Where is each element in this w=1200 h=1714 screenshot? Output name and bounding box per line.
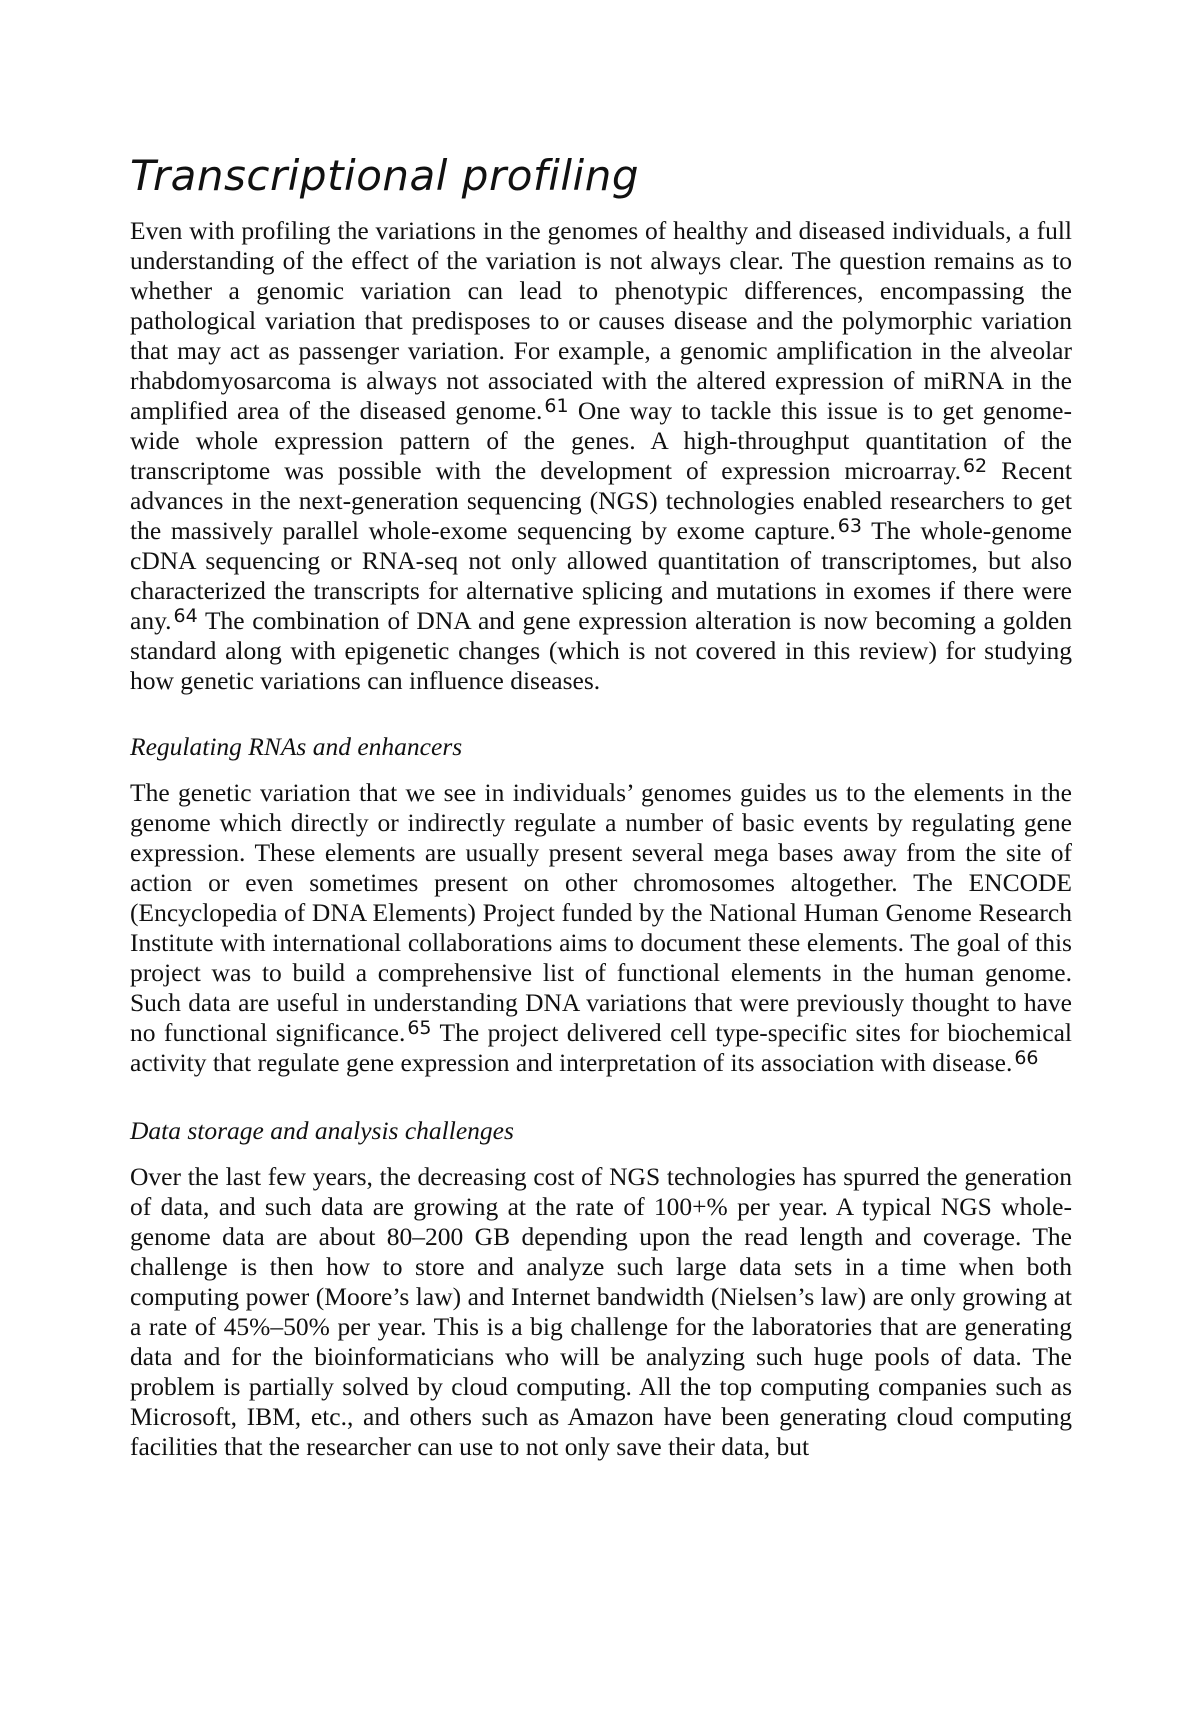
reference-66[interactable]: 66: [1014, 1047, 1039, 1069]
reference-63[interactable]: 63: [837, 515, 862, 537]
paragraph-text: The genetic variation that we see in individuals’ genomes guides us to the elements in the genome which directly or indirectly regulate a number of basic events by regulating gene expression. These elements are usually present several mega bases away from the site of action or even sometimes present on other chromosomes altogether. The ENCODE (Encyclopedia of DNA Elements) Project funded by the National Human Genome Research Institute with international collaborations aims to document these elements. The goal of this project was to build a comprehensive list of functional elements in the human genome. Such data are useful in understanding DNA variations that were previously thought to have no functional significance.: [130, 778, 1072, 1047]
regulating-rnas-paragraph: [130, 778, 1072, 1078]
reference-62[interactable]: 62: [962, 455, 988, 477]
data-storage-paragraph: Over the last few years, the decreasing cost of NGS technologies has spurred the generation of data, and such data are growing at the rate of 100+% per year. A typical NGS whole- genome data are about 80–200 GB depending upon the read length and coverage. The challenge is then how to store and analyze such large data sets in a time when both computing power (Moore’s law) and Internet bandwidth (Nielsen’s law) are only growing at a rate of 45%–50% per year. This is a big challenge for the laboratories that are generating data and for the bioinformaticians who will be analyzing such huge pools of data. The problem is partially solved by cloud computing. All the top computing companies such as Microsoft, IBM, etc., and others such as Amazon have been generating cloud computing facilities that the researcher can use to not only save their data, but: [130, 1162, 1072, 1461]
paragraph-text: Recent advances in the next-generation sequencing (NGS) technologies enabled researchers to get the massively parallel whole-exome sequencing by exome capture.: [130, 456, 1072, 545]
paragraph-text: The whole-genome cDNA sequencing or RNA-seq not only allowed quantitation of transcriptomes, but also characterized the transcripts for alternative splicing and mutations in exomes if there were any.: [130, 516, 1072, 635]
paragraph-text: Even with profiling the variations in the genomes of healthy and diseased individuals, a full understanding of the effect of the variation is not always clear. The question remains as to whether a genomic variation can lead to phenotypic differences, encompassing the pathological variation that predisposes to or causes disease and the polymorphic variation that may act as passenger variation. For example, a genomic amplification in the alveolar rhabdomyosarcoma is always not associated with the altered expression of miRNA in the amplified area of the diseased genome.: [130, 216, 1072, 425]
subsection-title-regulating-rnas: Regulating RNAs and enhancers: [130, 732, 463, 761]
reference-61[interactable]: 61: [544, 395, 569, 417]
paragraph-text: The combination of DNA and gene expression alteration is now becoming a golden standard along with epigenetic changes (which is not covered in this review) for studying how genetic variations can influence diseases.: [130, 606, 1072, 695]
reference-65[interactable]: 65: [407, 1017, 432, 1039]
document-page: [130, 150, 1072, 1462]
transcriptional-profiling-paragraph: [130, 216, 1072, 696]
subsection-title-data-storage: Data storage and analysis challenges: [130, 1116, 514, 1145]
paragraph-text: One way to tackle this issue is to get genome- wide whole expression pattern of the genes. A high-throughput quantitation of the transcriptome was possible with the development of expression microarray.: [130, 396, 1072, 485]
section-title: Transcriptional profiling: [130, 151, 639, 200]
paragraph-text: The project delivered cell type-specific sites for biochemical activity that regulate gene expression and interpretation of its association with disease.: [130, 1018, 1073, 1077]
reference-64[interactable]: 64: [173, 605, 198, 627]
